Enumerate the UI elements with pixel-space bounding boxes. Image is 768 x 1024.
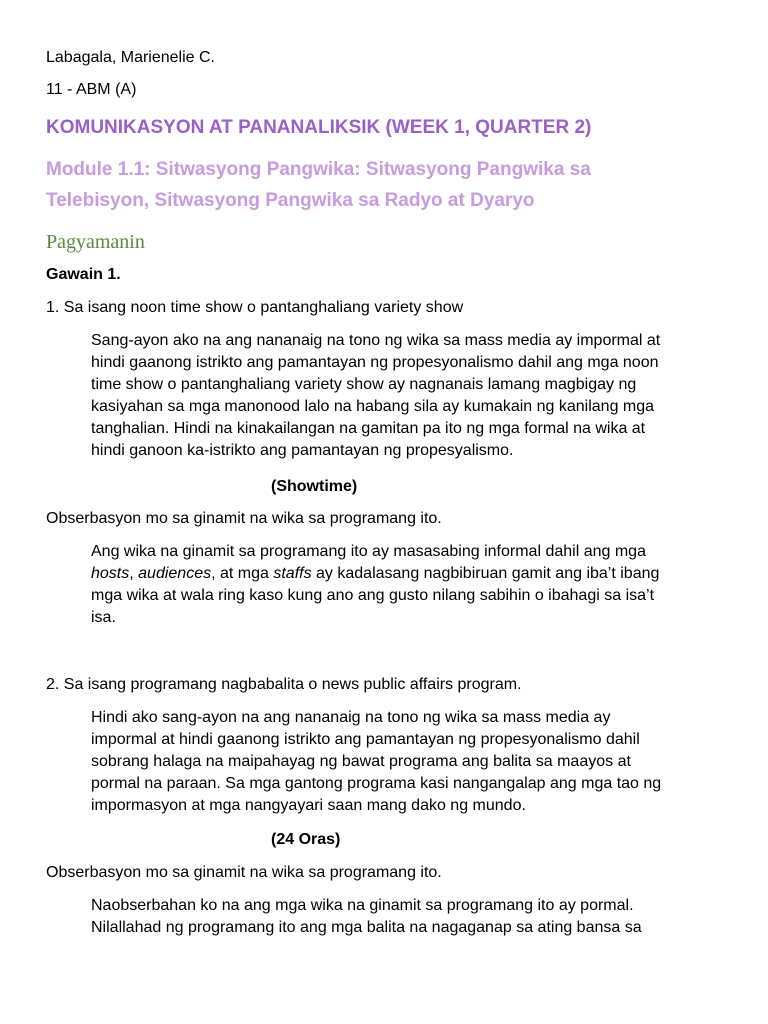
item1-program-name: (Showtime) (271, 478, 358, 495)
item1-observation-line: isa. (91, 609, 116, 626)
observation-text: ay kadalasang nagbibiruan gamit ang iba’t ibang (311, 565, 660, 582)
item2-answer-line: impormal at hindi gaanong istrikto ang pamantayan ng propesyonalismo dahil (91, 731, 640, 748)
item1-observation-line: mga wika at wala ring kaso kung ano ang gusto nilang sabihin o ibahagi sa isa’t (91, 587, 655, 604)
term-hosts: hosts (91, 565, 130, 582)
item2-observation-line: Naobserbahan ko na ang mga wika na ginamit sa programang ito ay pormal. (91, 897, 634, 914)
section-heading-pagyamanin: Pagyamanin (46, 231, 145, 253)
item1-answer-line: kasiyahan sa mga manonood lalo na habang sila ay kumakain ng kanilang mga (91, 398, 655, 415)
item1-answer-line: tanghalian. Hindi na kinakailangan na gamitan pa ito ng mga formal na wika at (91, 420, 646, 437)
separator: , at mga (211, 565, 274, 582)
item1-answer (91, 330, 731, 462)
item1-answer-line: hindi gaanong istrikto ang pamantayan ng propesyonalismo dahil ang mga noon (91, 354, 659, 371)
item1-observation-prompt: Obserbasyon mo sa ginamit na wika sa programang ito. (46, 510, 442, 527)
student-section: 11 - ABM (A) (46, 81, 137, 98)
item2-program-name: (24 Oras) (271, 831, 341, 848)
item2-question: 2. Sa isang programang nagbabalita o news public affairs program. (46, 676, 522, 693)
item2-observation-line: Nilallahad ng programang ito ang mga balita na nagaganap sa ating bansa sa (91, 919, 642, 936)
item2-answer (91, 707, 731, 817)
item2-observation (91, 895, 731, 939)
item1-observation-line (91, 563, 731, 585)
item1-question: 1. Sa isang noon time show o pantanghaliang variety show (46, 299, 464, 316)
term-audiences: audiences (138, 565, 212, 582)
item1-answer-line: Sang-ayon ako na ang nananaig na tono ng wika sa mass media ay impormal at (91, 332, 661, 349)
item2-answer-line: pormal na paraan. Sa mga gantong programa kasi nangangalap ang mga tao ng (91, 775, 662, 792)
item1-answer-line: hindi ganoon ka-istrikto ang pamantayan ng propesyalismo. (91, 442, 514, 459)
item2-answer-line: impormasyon at mga nangyayari saan mang dako ng mundo. (91, 797, 526, 814)
student-name: Labagala, Marienelie C. (46, 49, 215, 66)
item1-answer-line: time show o pantanghaliang variety show ay nagnanais lamang magbigay ng (91, 376, 637, 393)
module-title-line-1: Module 1.1: Sitwasyong Pangwika: Sitwasyong Pangwika sa (46, 159, 591, 180)
item2-observation-prompt: Obserbasyon mo sa ginamit na wika sa programang ito. (46, 864, 442, 881)
activity-label: Gawain 1. (46, 266, 121, 283)
item1-observation (91, 541, 731, 629)
term-staffs: staffs (273, 565, 312, 582)
module-title-line-2: Telebisyon, Sitwasyong Pangwika sa Radyo at Dyaryo (46, 190, 535, 211)
main-title: KOMUNIKASYON AT PANANALIKSIK (WEEK 1, QUARTER 2) (46, 117, 592, 138)
separator: , (129, 565, 139, 582)
item1-observation-line: Ang wika na ginamit sa programang ito ay masasabing informal dahil ang mga (91, 543, 646, 560)
item2-answer-line: sobrang halaga na maipahayag ng bawat programa ang balita sa maayos at (91, 753, 631, 770)
item2-answer-line: Hindi ako sang-ayon na ang nananaig na tono ng wika sa mass media ay (91, 709, 611, 726)
